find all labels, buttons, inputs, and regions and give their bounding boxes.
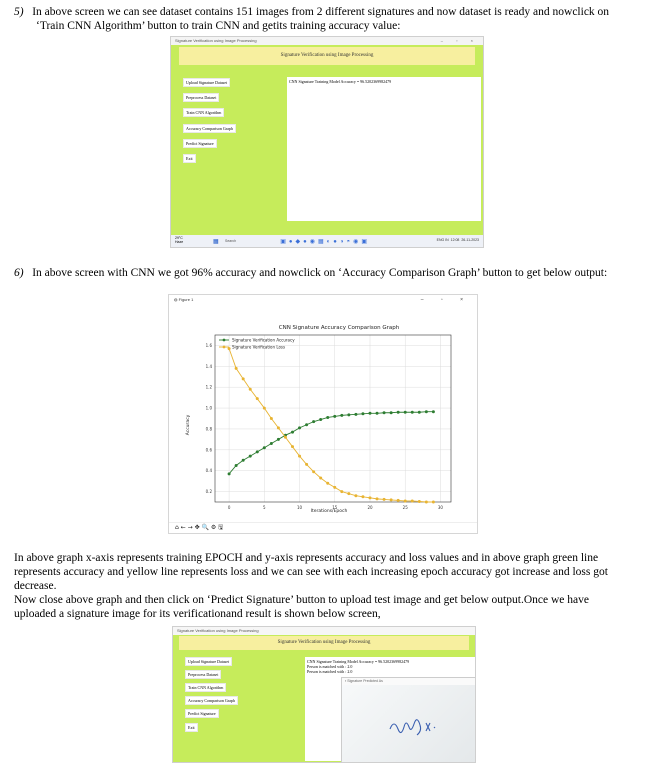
series-point-1 — [256, 397, 259, 400]
windows-taskbar — [171, 235, 483, 247]
series-point-0 — [270, 442, 273, 445]
series-point-1 — [376, 497, 379, 500]
series-point-0 — [368, 412, 371, 415]
series-point-0 — [340, 414, 343, 417]
series-point-1 — [390, 498, 393, 501]
series-point-0 — [383, 411, 386, 414]
accuracy-graph-button-2[interactable]: Accuracy Comparison Graph — [185, 696, 238, 705]
app-banner: Signature Verification using Image Processing — [179, 47, 475, 65]
window-title: Signature Verification using Image Processing — [175, 38, 257, 43]
series-point-1 — [319, 476, 322, 479]
y-tick-label: 1.2 — [205, 384, 212, 390]
step6-line1: In above screen with CNN we got 96% accuracy and nowclick on ‘Accuracy Comparison Graph’ button to get below output: — [32, 267, 608, 279]
explain-line2: represents accuracy and yellow line represents loss and we can see with each increasing epoch accuracy got increase and loss got — [14, 566, 608, 578]
chart-legend — [219, 338, 295, 350]
tray-lang: ENG IN — [436, 238, 449, 242]
series-point-1 — [425, 501, 428, 504]
series-point-1 — [333, 486, 336, 489]
series-point-1 — [298, 455, 301, 458]
y-tick-label: 1.4 — [205, 363, 212, 369]
series-point-1 — [354, 494, 357, 497]
series-point-1 — [383, 498, 386, 501]
x-tick-label: 25 — [402, 505, 408, 510]
app2-banner: Signature Verification using Image Processing — [179, 636, 469, 650]
popup-title: Signature Predicted As — [347, 679, 383, 683]
weather-temp: 29°C — [175, 236, 183, 240]
explain-line1: In above graph x-axis represents training EPOCH and y-axis represents accuracy and loss values and in above graph green line — [14, 552, 599, 564]
windows-start-icon[interactable]: ▦ — [213, 239, 219, 245]
tray-date: 26-11-2023 — [461, 238, 479, 242]
x-tick-label: 30 — [437, 505, 443, 510]
series-point-1 — [404, 499, 407, 502]
series-point-1 — [361, 495, 364, 498]
series-point-0 — [432, 410, 435, 413]
output2-line3: Person is matched with : 2.0 — [307, 669, 353, 674]
screenshot-predict — [172, 626, 476, 763]
chart-series — [228, 344, 435, 503]
series-point-1 — [312, 470, 315, 473]
series-point-1 — [277, 426, 280, 429]
accuracy-loss-chart — [169, 307, 477, 523]
step6-number: 6) — [14, 267, 24, 279]
y-tick-label: 0.4 — [205, 468, 212, 474]
series-point-1 — [340, 490, 343, 493]
legend-label-1: Signature Verification Loss — [232, 344, 286, 350]
chart-grid — [215, 335, 451, 502]
popup-icon: ▪ — [345, 679, 347, 683]
series-point-0 — [404, 411, 407, 414]
train-cnn-button[interactable]: Train CNN Algorithm — [183, 108, 224, 117]
series-point-1 — [305, 463, 308, 466]
predict-signature-button-2[interactable]: Predict Signature — [185, 709, 219, 718]
weather-condition: Haze — [175, 240, 184, 244]
figure-toolbar[interactable]: ⌂ ← → ✥ 🔍 ⚙ 🖫 — [169, 522, 477, 533]
series-point-0 — [361, 412, 364, 415]
train-cnn-button-2[interactable]: Train CNN Algorithm — [185, 683, 226, 692]
y-tick-label: 0.8 — [205, 426, 212, 432]
exit-button-2[interactable]: Exit — [185, 723, 198, 732]
series-point-1 — [284, 436, 287, 439]
series-point-0 — [291, 431, 294, 434]
series-point-0 — [312, 420, 315, 423]
series-point-1 — [270, 417, 273, 420]
series-point-0 — [277, 438, 280, 441]
explain-line4: Now close above graph and then click on ‘Predict Signature’ button to upload test image and get below output.Once we have — [14, 594, 589, 606]
explain-line3: decrease. — [14, 580, 57, 592]
series-point-0 — [347, 413, 350, 416]
series-point-0 — [333, 415, 336, 418]
output-textarea[interactable] — [287, 77, 481, 221]
legend-label-0: Signature Verification Accuracy — [232, 337, 295, 343]
taskbar-search[interactable]: Search — [225, 239, 237, 243]
series-point-0 — [228, 472, 231, 475]
step5-number: 5) — [14, 6, 24, 18]
series-point-0 — [418, 411, 421, 414]
explanation-paragraph — [14, 551, 642, 621]
window2-title: Signature Verification using Image Processing — [177, 628, 259, 633]
chart-title: CNN Signature Accuracy Comparison Graph — [278, 325, 400, 331]
step6-paragraph — [14, 266, 607, 280]
popup-titlebar — [342, 678, 476, 685]
legend-marker-0 — [223, 339, 226, 342]
tray-time: 12:08 — [450, 238, 460, 242]
plot-frame — [215, 335, 451, 502]
series-point-1 — [418, 500, 421, 503]
exit-button[interactable]: Exit — [183, 154, 196, 163]
series-point-1 — [397, 499, 400, 502]
figure-window — [168, 294, 478, 534]
output-line: CNN Signature Training Model Accuracy = 96.5202369982479 — [289, 79, 392, 84]
series-point-1 — [432, 501, 435, 504]
signature-drawing — [342, 685, 476, 763]
series-point-0 — [425, 410, 428, 413]
chart-ylabel: Accuracy — [186, 414, 191, 436]
preprocess-button-2[interactable]: Preprocess Dataset — [185, 670, 221, 679]
series-point-0 — [319, 418, 322, 421]
prediction-popup — [341, 677, 476, 763]
legend-marker-1 — [223, 346, 226, 349]
series-point-0 — [249, 455, 252, 458]
signature-image — [342, 685, 476, 763]
y-tick-label: 0.6 — [205, 447, 212, 453]
x-tick-label: 20 — [367, 505, 373, 510]
x-tick-label: 10 — [296, 505, 303, 510]
step5-line1: In above screen we can see dataset contains 151 images from 2 different signatures and now dataset is ready and nowclick on — [32, 6, 610, 18]
figure-titlebar — [169, 295, 477, 305]
series-point-0 — [242, 459, 245, 462]
series-point-1 — [411, 499, 414, 502]
x-tick-label: 0 — [227, 505, 231, 510]
series-point-0 — [256, 450, 259, 453]
series-point-0 — [305, 423, 308, 426]
series-point-0 — [263, 446, 266, 449]
output2-line2: Person is matched with : 2.0 — [307, 664, 353, 669]
output2-line1: CNN Signature Training Model Accuracy = 96.5202369982479 — [307, 659, 410, 664]
series-line-1 — [229, 349, 433, 502]
step5-line2: ‘Train CNN Algorithm’ button to train CNN and getits training accuracy value: — [36, 20, 401, 32]
taskbar-tray — [437, 238, 479, 242]
explain-line5: uploaded a signature image for its verificationand result is shown below screen, — [14, 608, 381, 620]
figure-icon: ◍ — [174, 297, 178, 302]
taskbar-app-icons[interactable]: ▣●◆●◉▦◐●◑◓◉▣ — [280, 239, 371, 245]
upload-dataset-button-2[interactable]: Upload Signature Dataset — [185, 657, 232, 666]
series-point-1 — [242, 377, 245, 380]
series-point-0 — [397, 411, 400, 414]
series-point-1 — [326, 482, 329, 485]
x-tick-label: 15 — [332, 505, 338, 510]
x-tick-label: 5 — [263, 505, 266, 510]
y-tick-label: 0.2 — [205, 489, 212, 495]
predict-signature-button[interactable]: Predict Signature — [183, 139, 217, 148]
series-point-1 — [263, 407, 266, 410]
series-point-1 — [291, 445, 294, 448]
series-point-0 — [390, 411, 393, 414]
series-point-0 — [354, 413, 357, 416]
series-point-1 — [347, 492, 350, 495]
series-point-0 — [235, 464, 238, 467]
series-point-0 — [411, 411, 414, 414]
series-point-0 — [298, 426, 301, 429]
accuracy-graph-button[interactable]: Accuracy Comparison Graph — [183, 124, 236, 133]
window-controls: – ▫ × — [440, 38, 479, 43]
series-point-1 — [235, 367, 238, 370]
series-point-0 — [326, 416, 329, 419]
window2-titlebar — [173, 627, 475, 635]
figure-window-controls[interactable]: – ▫ × — [420, 297, 471, 303]
y-tick-label: 1.0 — [205, 405, 212, 411]
upload-dataset-button[interactable]: Upload Signature Dataset — [183, 78, 230, 87]
series-point-1 — [228, 347, 231, 350]
chart-xlabel: Iterations/Epoch — [310, 509, 348, 514]
y-tick-label: 1.6 — [205, 342, 212, 348]
series-point-1 — [368, 496, 371, 499]
window-titlebar — [171, 37, 483, 45]
series-line-0 — [229, 412, 433, 474]
weather-widget[interactable] — [175, 236, 183, 244]
series-point-1 — [249, 388, 252, 391]
preprocess-button[interactable]: Preprocess Dataset — [183, 93, 219, 102]
figure-title: Figure 1 — [178, 297, 194, 302]
step5-paragraph — [14, 5, 609, 33]
series-point-0 — [376, 412, 379, 415]
screenshot-train-cnn — [170, 36, 484, 248]
